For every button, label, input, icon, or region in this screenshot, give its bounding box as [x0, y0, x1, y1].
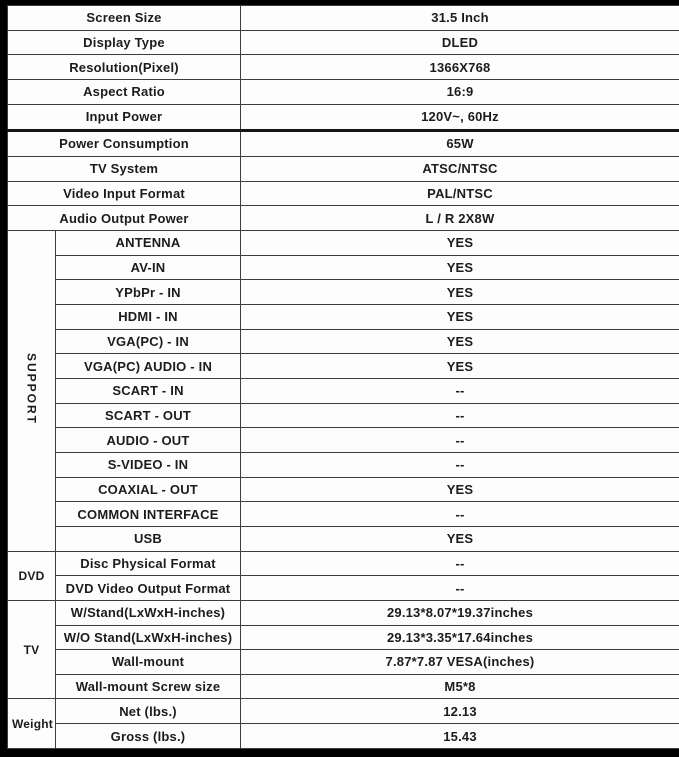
table-row: [8, 329, 679, 354]
spec-value: YES: [241, 526, 679, 551]
spec-label: Aspect Ratio: [8, 79, 241, 104]
table-row: [8, 551, 679, 576]
spec-value: 12.13: [241, 699, 679, 724]
spec-value: M5*8: [241, 674, 679, 699]
group-label-tv: TV: [23, 642, 40, 657]
spec-label: Audio Output Power: [8, 206, 241, 231]
spec-label: Screen Size: [8, 6, 241, 31]
table-row: [8, 502, 679, 527]
table-row: [8, 526, 679, 551]
spec-value: 120V~, 60Hz: [241, 104, 679, 130]
group-cell-weight: [8, 699, 56, 749]
table-row: [8, 576, 679, 601]
spec-value: --: [241, 428, 679, 453]
table-row: [8, 452, 679, 477]
table-row: [8, 30, 679, 55]
table-row: [8, 674, 679, 699]
group-label-weight: Weight: [12, 716, 53, 731]
spec-label: Display Type: [8, 30, 241, 55]
spec-value: L / R 2X8W: [241, 206, 679, 231]
spec-value: ATSC/NTSC: [241, 157, 679, 182]
spec-value: --: [241, 502, 679, 527]
spec-label: Wall-mount: [56, 650, 241, 675]
spec-value: --: [241, 576, 679, 601]
table-row: [8, 378, 679, 403]
group-cell-support: [8, 231, 56, 552]
tv-spec-table: [7, 5, 679, 749]
table-row: [8, 231, 679, 256]
group-label-dvd: DVD: [18, 568, 45, 583]
table-row: [8, 79, 679, 104]
spec-label: Input Power: [8, 104, 241, 130]
spec-label: Resolution(Pixel): [8, 55, 241, 80]
spec-label: Net (lbs.): [56, 699, 241, 724]
spec-value: YES: [241, 255, 679, 280]
table-row: [8, 600, 679, 625]
spec-label: Power Consumption: [8, 130, 241, 156]
spec-value: 16:9: [241, 79, 679, 104]
table-row: [8, 699, 679, 724]
spec-value: 31.5 Inch: [241, 6, 679, 31]
spec-label: W/O Stand(LxWxH-inches): [56, 625, 241, 650]
spec-label: AUDIO - OUT: [56, 428, 241, 453]
spec-value: DLED: [241, 30, 679, 55]
table-row: [8, 428, 679, 453]
spec-value: YES: [241, 280, 679, 305]
spec-label: COAXIAL - OUT: [56, 477, 241, 502]
spec-label: SCART - OUT: [56, 403, 241, 428]
spec-value: YES: [241, 329, 679, 354]
table-row: [8, 104, 679, 130]
spec-value: YES: [241, 231, 679, 256]
spec-value: YES: [241, 354, 679, 379]
spec-value: --: [241, 551, 679, 576]
table-row: [8, 157, 679, 182]
table-row: [8, 55, 679, 80]
table-row: [8, 130, 679, 156]
spec-label: HDMI - IN: [56, 304, 241, 329]
spec-value: 29.13*8.07*19.37inches: [241, 600, 679, 625]
spec-label: ANTENNA: [56, 231, 241, 256]
spec-value: 29.13*3.35*17.64inches: [241, 625, 679, 650]
spec-label: VGA(PC) AUDIO - IN: [56, 354, 241, 379]
spec-label: Wall-mount Screw size: [56, 674, 241, 699]
table-row: [8, 625, 679, 650]
spec-label: SCART - IN: [56, 378, 241, 403]
spec-label: Disc Physical Format: [56, 551, 241, 576]
spec-value: YES: [241, 477, 679, 502]
group-label-support: SUPPORT: [24, 353, 39, 426]
table-row: [8, 650, 679, 675]
group-cell-dvd: [8, 551, 56, 600]
spec-label: TV System: [8, 157, 241, 182]
spec-value: 7.87*7.87 VESA(inches): [241, 650, 679, 675]
table-row: [8, 206, 679, 231]
table-row: [8, 477, 679, 502]
spec-label: Gross (lbs.): [56, 724, 241, 749]
spec-label: VGA(PC) - IN: [56, 329, 241, 354]
table-row: [8, 724, 679, 749]
table-row: [8, 304, 679, 329]
spec-value: --: [241, 452, 679, 477]
spec-value: --: [241, 403, 679, 428]
spec-label: S-VIDEO - IN: [56, 452, 241, 477]
spec-value: YES: [241, 304, 679, 329]
table-row: [8, 181, 679, 206]
spec-label: Video Input Format: [8, 181, 241, 206]
spec-label: USB: [56, 526, 241, 551]
spec-value: 1366X768: [241, 55, 679, 80]
group-cell-tv: [8, 600, 56, 699]
spec-value: 65W: [241, 130, 679, 156]
table-row: [8, 6, 679, 31]
table-row: [8, 403, 679, 428]
spec-label: DVD Video Output Format: [56, 576, 241, 601]
spec-value: --: [241, 378, 679, 403]
spec-value: PAL/NTSC: [241, 181, 679, 206]
spec-value: 15.43: [241, 724, 679, 749]
spec-label: AV-IN: [56, 255, 241, 280]
spec-label: W/Stand(LxWxH-inches): [56, 600, 241, 625]
spec-label: YPbPr - IN: [56, 280, 241, 305]
table-row: [8, 255, 679, 280]
table-row: [8, 280, 679, 305]
table-row: [8, 354, 679, 379]
spec-label: COMMON INTERFACE: [56, 502, 241, 527]
